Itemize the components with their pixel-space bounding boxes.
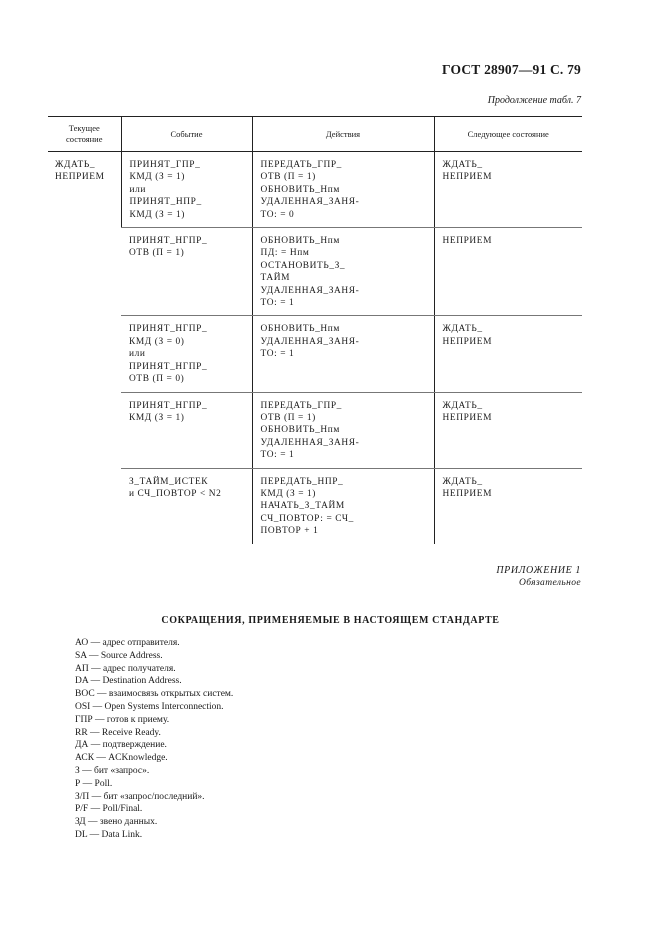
action-line: ОБНОВИТЬ_Нпм xyxy=(260,425,340,436)
action-line: ОТВ (П = 1) xyxy=(260,412,316,423)
header-current-state: Текущее состояние xyxy=(48,117,121,152)
header-next-state: Следующее состояние xyxy=(434,117,582,152)
event-line: ПРИНЯТ_НПР_ xyxy=(129,197,202,208)
action-line: ТО: = 1 xyxy=(260,349,295,360)
next-state-cell xyxy=(434,152,582,228)
list-item: АП — адрес получателя. xyxy=(75,663,176,674)
list-item: ЗД — звено данных. xyxy=(75,817,158,828)
abbreviations-list xyxy=(75,637,233,842)
list-item: SA — Source Address. xyxy=(75,650,163,661)
appendix-label xyxy=(496,565,581,588)
action-line: ОБНОВИТЬ_Нпм xyxy=(260,324,340,335)
next-state-cell xyxy=(434,316,582,392)
list-item: З/П — бит «запрос/последний». xyxy=(75,791,205,802)
event-cell xyxy=(121,228,252,316)
header-event: Событие xyxy=(121,117,252,152)
event-cell xyxy=(121,468,252,544)
event-line: ПРИНЯТ_НГПР_ xyxy=(129,324,208,335)
event-cell xyxy=(121,316,252,392)
action-line: УДАЛЕННАЯ_ЗАНЯ- xyxy=(260,437,360,448)
action-line: ПД: = Нпм xyxy=(260,248,310,259)
next-state-cell xyxy=(434,392,582,468)
action-line: ОТВ (П = 1) xyxy=(260,172,316,183)
current-state-cell xyxy=(48,152,121,544)
list-item: DL — Data Link. xyxy=(75,829,143,840)
table-header-row xyxy=(48,117,582,152)
next-state-line: НЕПРИЕМ xyxy=(442,336,493,347)
next-state-line: ЖДАТЬ_ xyxy=(442,324,483,335)
event-line: З_ТАЙМ_ИСТЕК xyxy=(129,476,209,487)
next-state-line: НЕПРИЕМ xyxy=(442,236,493,247)
header-actions: Действия xyxy=(252,117,434,152)
action-line: СЧ_ПОВТОР: = СЧ_ xyxy=(260,513,354,524)
list-item: DA — Destination Address. xyxy=(75,676,182,687)
next-state-line: ЖДАТЬ_ xyxy=(442,160,483,170)
next-state-line: НЕПРИЕМ xyxy=(442,172,493,183)
action-line: ТО: = 1 xyxy=(260,298,295,309)
next-state-line: ЖДАТЬ_ xyxy=(442,476,483,487)
list-item: Р — Poll. xyxy=(75,778,113,789)
action-line: УДАЛЕННАЯ_ЗАНЯ- xyxy=(260,285,360,296)
list-item: АО — адрес отправителя. xyxy=(75,638,180,648)
appendix-title: ПРИЛОЖЕНИЕ 1 xyxy=(496,565,581,576)
event-line: ПРИНЯТ_НГПР_ xyxy=(129,236,208,247)
appendix-subtitle: Обязательное xyxy=(518,578,581,588)
state-transition-table xyxy=(48,116,582,544)
table-row xyxy=(48,228,582,316)
action-line: ПЕРЕДАТЬ_НПР_ xyxy=(260,476,344,487)
event-line: ОТВ (П = 0) xyxy=(129,374,185,385)
table-continuation-label: Продолжение табл. 7 xyxy=(487,95,581,106)
event-line: КМД (З = 0) xyxy=(129,336,185,347)
current-state-line: ЖДАТЬ_ xyxy=(55,160,96,170)
actions-cell xyxy=(252,228,434,316)
next-state-cell xyxy=(434,228,582,316)
action-line: НАЧАТЬ_З_ТАЙМ xyxy=(260,501,345,512)
action-line: УДАЛЕННАЯ_ЗАНЯ- xyxy=(260,336,360,347)
next-state-line: НЕПРИЕМ xyxy=(442,488,493,499)
abbreviations-heading: СОКРАЩЕНИЯ, ПРИМЕНЯЕМЫЕ В НАСТОЯЩЕМ СТАНДАРТЕ xyxy=(161,615,500,626)
action-line: ПЕРЕДАТЬ_ГПР_ xyxy=(260,160,342,170)
list-item: АСК — ACKnowledge. xyxy=(75,753,168,764)
action-line: ОБНОВИТЬ_Нпм xyxy=(260,184,340,195)
list-item: P/F — Poll/Final. xyxy=(75,804,143,815)
next-state-cell xyxy=(434,468,582,544)
event-line: или xyxy=(129,184,147,195)
list-item: З — бит «запрос». xyxy=(75,765,150,776)
event-line: ПРИНЯТ_НГПР_ xyxy=(129,361,208,372)
action-line: ТО: = 0 xyxy=(260,209,295,220)
event-line: ПРИНЯТ_НГПР_ xyxy=(129,400,208,411)
event-line: КМД (З = 1) xyxy=(129,172,186,183)
action-line: ОБНОВИТЬ_Нпм xyxy=(260,236,340,247)
action-line: ТАЙМ xyxy=(260,273,291,284)
action-line: ТО: = 1 xyxy=(260,450,295,461)
event-cell xyxy=(121,152,252,228)
actions-cell xyxy=(252,392,434,468)
event-line: ОТВ (П = 1) xyxy=(129,248,185,259)
actions-cell xyxy=(252,316,434,392)
next-state-line: ЖДАТЬ_ xyxy=(442,400,483,411)
actions-cell xyxy=(252,152,434,228)
action-line: ПОВТОР + 1 xyxy=(260,526,319,537)
action-line: ОСТАНОВИТЬ_З_ xyxy=(260,260,346,271)
list-item: ВОС — взаимосвязь открытых систем. xyxy=(75,689,234,700)
list-item: RR — Receive Ready. xyxy=(75,727,161,738)
event-line: КМД (З = 1) xyxy=(129,209,186,220)
event-line: и СЧ_ПОВТОР < N2 xyxy=(129,488,222,499)
list-item: ГПР — готов к приему. xyxy=(75,714,170,725)
page-header-title: ГОСТ 28907—91 С. 79 xyxy=(442,62,581,77)
table-row xyxy=(48,468,582,544)
table-row xyxy=(48,152,582,228)
action-line: УДАЛЕННАЯ_ЗАНЯ- xyxy=(260,197,360,208)
actions-cell xyxy=(252,468,434,544)
table-row xyxy=(48,316,582,392)
table-row xyxy=(48,392,582,468)
event-line: или xyxy=(129,349,146,360)
next-state-line: НЕПРИЕМ xyxy=(442,412,493,423)
list-item: OSI — Open Systems Interconnection. xyxy=(75,701,224,712)
event-line: ПРИНЯТ_ГПР_ xyxy=(129,160,201,170)
event-line: КМД (З = 1) xyxy=(129,412,185,423)
action-line: КМД (З = 1) xyxy=(260,488,317,499)
event-cell xyxy=(121,392,252,468)
list-item: ДА — подтверждение. xyxy=(75,740,167,751)
action-line: ПЕРЕДАТЬ_ГПР_ xyxy=(260,400,342,411)
current-state-line: НЕПРИЕМ xyxy=(55,172,105,183)
